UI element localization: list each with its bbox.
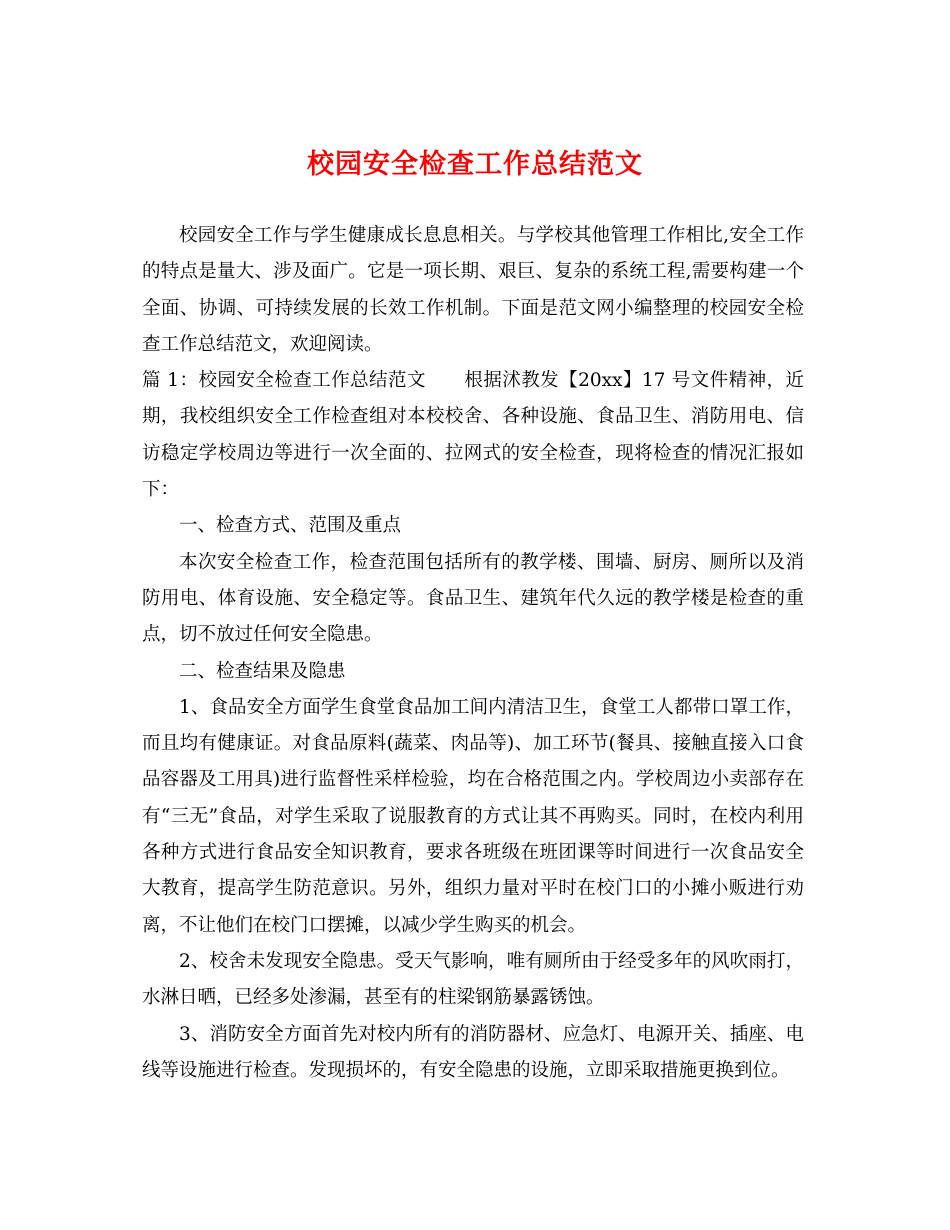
- document-title: 校园安全检查工作总结范文: [307, 149, 643, 180]
- chapter-paragraph: [142, 363, 804, 508]
- section-heading-2: 二、检查结果及隐患: [179, 660, 346, 682]
- section-heading-1: 一、检查方式、范围及重点: [179, 515, 402, 537]
- result-item-1: 1、食品安全方面学生食堂食品加工间内清洁卫生，食堂工人都带口罩工作，而且均有健康证。对食品原料(蔬菜、肉品等)、加工环节(餐具、接触直接入口食品容器及工用具)进行监督性采样检验，均在合格范围之内。学校周边小卖部存在有“三无”食品，对学生采取了说服教育的方式让其不再购买。同时，在校内利用各种方式进行食品安全知识教育，要求各班级在班团课等时间进行一次食品安全大教育，提高学生防范意识。另外，组织力量对平时在校门口的小摊小贩进行劝离，不让他们在校门口摆摊，以减少学生购买的机会。: [142, 696, 804, 936]
- result-item-2: 2、校舍未发现安全隐患。受天气影响，唯有厕所由于经受多年的风吹雨打，水淋日晒，已经多处渗漏，甚至有的柱梁钢筋暴露锈蚀。: [142, 950, 804, 1009]
- result-item-3: 3、消防安全方面首先对校内所有的消防器材、应急灯、电源开关、插座、电线等设施进行检查。发现损坏的，有安全隐患的设施，立即采取措施更换到位。: [142, 1023, 804, 1081]
- document-body: [142, 218, 804, 1089]
- chapter-label: 篇 1：校园安全检查工作总结范文: [142, 370, 426, 392]
- chapter-text: 根据沭教发【20xx】17 号文件精神，近期，我校组织安全工作检查组对本校校舍、各种设施、食品卫生、消防用电、信访稳定学校周边等进行一次全面的、拉网式的安全检查，现将检查的情况汇报如下：: [142, 370, 804, 501]
- intro-paragraph: 校园安全工作与学生健康成长息息相关。与学校其他管理工作相比,安全工作的特点是量大、涉及面广。它是一项长期、艰巨、复杂的系统工程,需要构建一个全面、协调、可持续发展的长效工作机制。下面是范文网小编整理的校园安全检查工作总结范文，欢迎阅读。: [142, 225, 804, 355]
- section-1-paragraph: 本次安全检查工作，检查范围包括所有的教学楼、围墙、厨房、厕所以及消防用电、体育设施、安全稳定等。食品卫生、建筑年代久远的教学楼是检查的重点，切不放过任何安全隐患。: [142, 551, 804, 646]
